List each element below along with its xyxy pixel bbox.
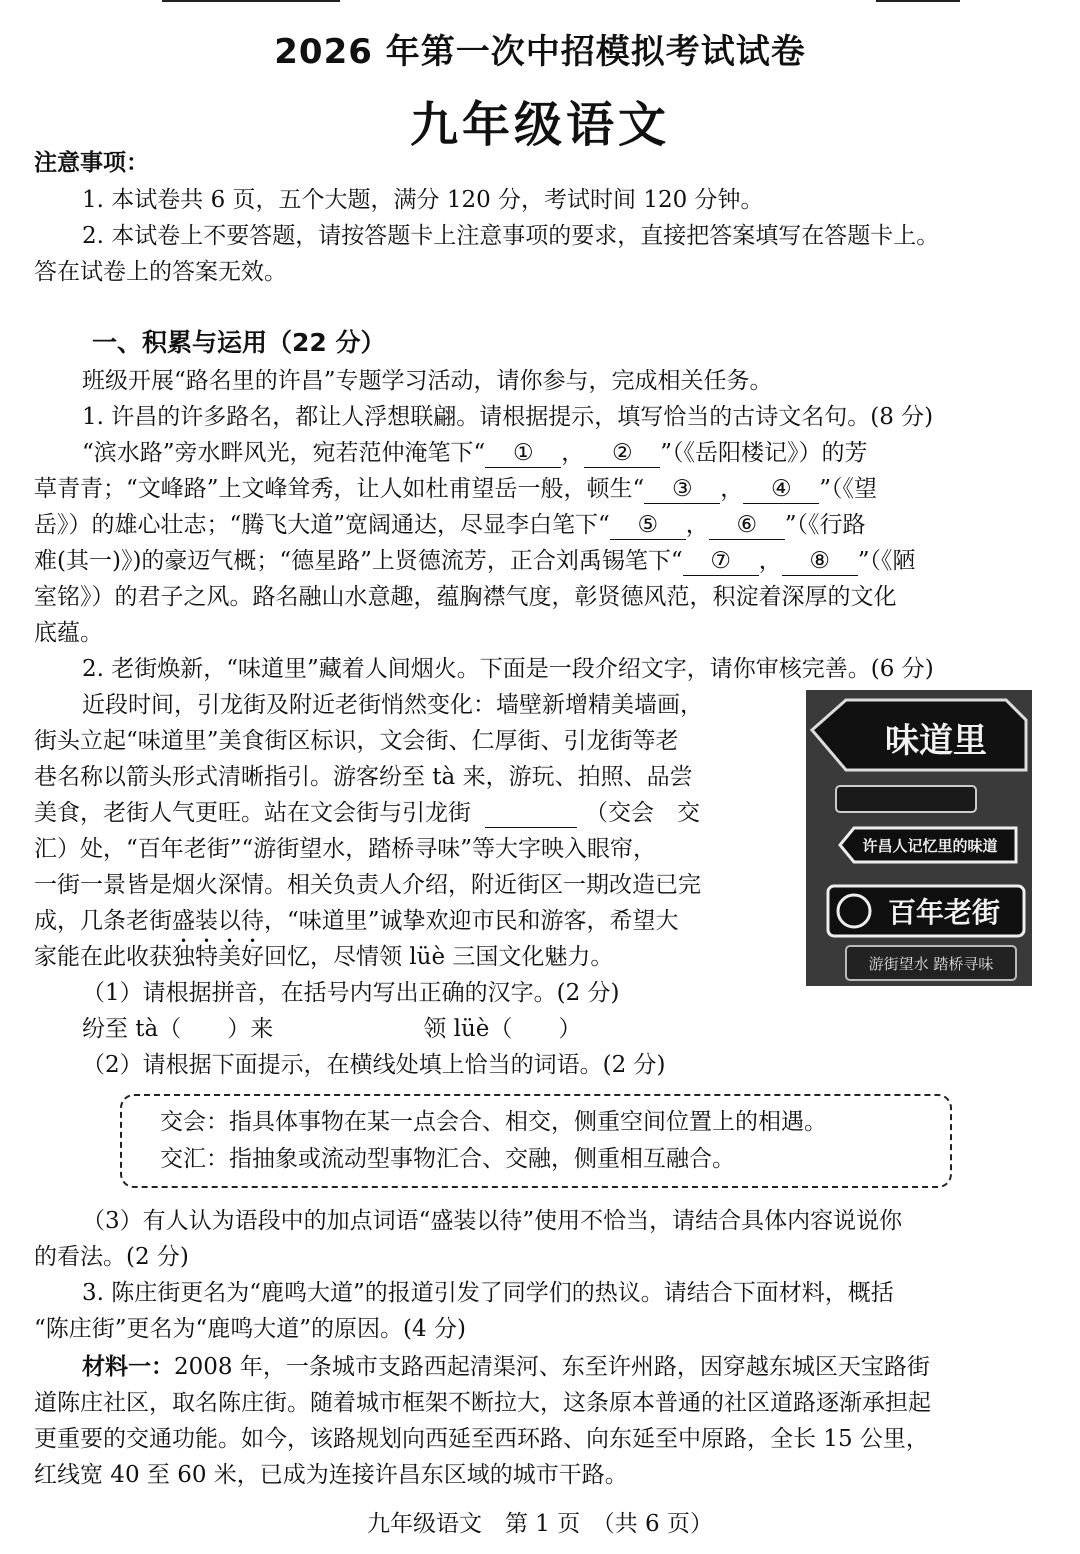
q2-passage-3: 巷名称以箭头形式清晰指引。游客纷至 tà 来，游玩、拍照、品尝 <box>34 764 693 790</box>
q1-line-3: 岳》）的雄心壮志；“腾飞大道”宽阔通达，尽显李白笔下“ ⑤ ， ⑥ ”（《行路 <box>34 512 866 538</box>
q2-sub2-prompt: （2）请根据下面提示，在横线处填上恰当的词语。(2 分) <box>82 1052 666 1078</box>
dotted-phrase: 盛装以待 <box>172 908 264 934</box>
exam-subject: 九年级语文 <box>409 97 670 153</box>
page-footer: 九年级语文 第 1 页 （共 6 页） <box>366 1511 713 1537</box>
blank-8: ⑧ <box>782 547 858 576</box>
q1-line-5: 室铭》）的君子之风。路名融山水意趣，蕴胸襟气度，彰贤德风范，积淀着深厚的文化 <box>34 584 897 610</box>
q2-passage-8: 家能在此收获独特美好回忆，尽情领 lüè 三国文化魅力。 <box>34 944 614 970</box>
blank-4: ④ <box>743 475 819 504</box>
top-rule-right <box>876 0 960 2</box>
q1-line-6: 底蕴。 <box>34 620 103 646</box>
q2-sub3-line-2: 的看法。(2 分) <box>34 1244 189 1270</box>
q1-line-2: 草青青；“文峰路”上文峰耸秀，让人如杜甫望岳一般，顿生“ ③ ， ④ ”（《望 <box>34 476 878 502</box>
street-sign-photo <box>806 690 1032 986</box>
q2-sub3-line-1: （3）有人认为语段中的加点词语“盛装以待”使用不恰当，请结合具体内容说说你 <box>82 1208 903 1234</box>
material-1-label: 材料一： <box>82 1354 174 1380</box>
q2-passage-2: 街头立起“味道里”美食街区标识，文会街、仁厚街、引龙街等老 <box>34 728 679 754</box>
q2-passage-7: 成，几条老街盛装以待，“味道里”诚挚欢迎市民和游客，希望大 <box>34 908 679 934</box>
q2-passage-1: 近段时间，引龙街及附近老街悄然变化：墙壁新增精美墙画， <box>82 692 703 718</box>
q1-prompt: 1. 许昌的许多路名，都让人浮想联翩。请根据提示，填写恰当的古诗文名句。(8 分) <box>82 404 934 430</box>
q1-line-4: 难(其一)》)的豪迈气概；“德星路”上贤德流芳，正合刘禹锡笔下“ ⑦ ， ⑧ ”（《陋 <box>34 548 916 574</box>
exam-title: 2026 年第一次中招模拟考试试卷 <box>274 32 806 72</box>
blank-2: ② <box>584 439 660 468</box>
sign-mid-text: 许昌人记忆里的味道 <box>862 837 998 855</box>
q2-sub1-prompt: （1）请根据拼音，在括号内写出正确的汉字。(2 分) <box>82 980 620 1006</box>
sign-top-text: 味道里 <box>885 721 987 761</box>
answer-ta: 纷至 tà（ ）来 <box>82 1016 274 1042</box>
material-1-line-3: 更重要的交通功能。如今，该路规划向西延至西环路、向东延至中原路，全长 15 公里， <box>34 1426 929 1452</box>
definition-2: 交汇：指抽象或流动型事物汇合、交融，侧重相互融合。 <box>160 1146 735 1172</box>
material-1-line-4: 红线宽 40 至 60 米，已成为连接许昌东区域的城市干路。 <box>34 1462 628 1488</box>
notice-heading: 注意事项： <box>34 150 149 176</box>
top-rule-left <box>162 0 340 2</box>
sign-bottom-text: 游街望水 踏桥寻味 <box>868 955 994 973</box>
blank-7: ⑦ <box>683 547 759 576</box>
material-1-line-2: 道陈庄社区，取名陈庄街。随着城市框架不断拉大，这条原本普通的社区道路逐渐承担起 <box>34 1390 931 1416</box>
material-1-line-1: 材料一：2008 年，一条城市支路西起清渠河、东至许州路，因穿越东城区天宝路街 <box>82 1354 930 1380</box>
q2-sub1-answers <box>82 1012 581 1046</box>
q3-prompt-line-2: “陈庄街”更名为“鹿鸣大道”的原因。(4 分) <box>34 1316 466 1342</box>
q2-passage-5: 汇）处，“百年老街”“游街望水，踏桥寻味”等大字映入眼帘， <box>34 836 657 862</box>
blank-5: ⑤ <box>610 511 686 540</box>
blank-6: ⑥ <box>709 511 785 540</box>
notice-item-1: 1. 本试卷共 6 页，五个大题，满分 120 分，考试时间 120 分钟。 <box>82 187 764 213</box>
answer-lue: 领 lüè（ ） <box>423 1016 582 1042</box>
sign-main-text: 百年老街 <box>887 896 1001 929</box>
q2-passage-4: 美食，老街人气更旺。站在文会街与引龙街 （交会 交 <box>34 800 700 826</box>
word-blank <box>485 799 577 828</box>
q3-prompt-line-1: 3. 陈庄街更名为“鹿鸣大道”的报道引发了同学们的热议。请结合下面材料，概括 <box>82 1280 894 1306</box>
notice-item-2-cont: 答在试卷上的答案无效。 <box>34 259 287 285</box>
section-1-heading: 一、积累与运用（22 分） <box>92 328 386 357</box>
blank-1: ① <box>485 439 561 468</box>
definition-1: 交会：指具体事物在某一点会合、相交，侧重空间位置上的相遇。 <box>160 1109 827 1135</box>
q1-line-1: “滨水路”旁水畔风光，宛若范仲淹笔下“ ① ， ② ”（《岳阳楼记》）的芳 <box>82 440 868 466</box>
section-1-intro: 班级开展“路名里的许昌”专题学习活动，请你参与，完成相关任务。 <box>82 368 773 394</box>
q2-prompt: 2. 老街焕新，“味道里”藏着人间烟火。下面是一段介绍文字，请你审核完善。(6 分) <box>82 656 934 682</box>
blank-3: ③ <box>644 475 720 504</box>
q2-passage-6: 一街一景皆是烟火深情。相关负责人介绍，附近街区一期改造已完 <box>34 872 701 898</box>
notice-item-2: 2. 本试卷上不要答题，请按答题卡上注意事项的要求，直接把答案填写在答题卡上。 <box>82 223 940 249</box>
